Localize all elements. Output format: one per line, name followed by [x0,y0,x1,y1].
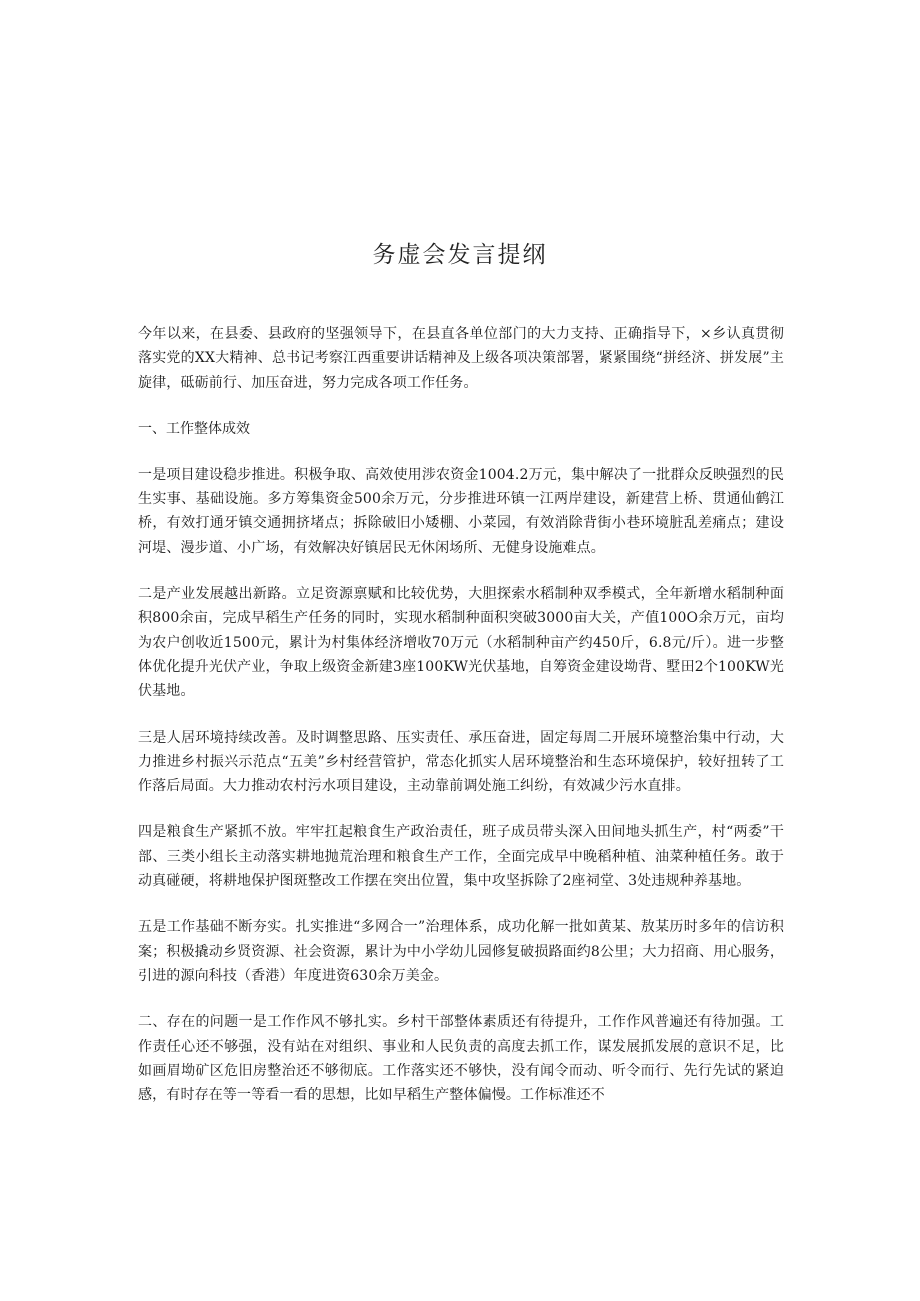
document-body [138,322,784,1107]
paragraph-project-construction: 一是项目建设稳步推进。积极争取、高效使用涉农资金1004.2万元，集中解决了一批群众反映强烈的民生实事、基础设施。多方筹集资金500余万元，分步推进环镇一江两岸建设，新建营上桥、贯通仙鹤江桥，有效打通牙镇交通拥挤堵点；拆除破旧小矮棚、小菜园，有效消除背街小巷环境脏乱差痛点；建设河堤、漫步道、小广场，有效解决好镇居民无休闲场所、无健身设施难点。 [138,466,784,556]
intro-paragraph: 今年以来，在县委、县政府的坚强领导下，在县直各单位部门的大力支持、正确指导下，×乡认真贯彻落实党的XX大精神、总书记考察江西重要讲话精神及上级各项决策部署，紧紧围绕“拼经济、拼发展”主旋律，砥砺前行、加压奋进，努力完成各项工作任务。 [138,326,784,391]
paragraph-living-environment: 三是人居环境持续改善。及时调整思路、压实责任、承压奋进，固定每周二开展环境整治集中行动，大力推进乡村振兴示范点“五美”乡村经营管护，常态化抓实人居环境整治和生态环境保护，较好扭转了工作落后局面。大力推动农村污水项目建设，主动靠前调处施工纠纷，有效减少污水直排。 [138,729,784,795]
paragraph-work-foundation: 五是工作基础不断夯实。扎实推进“多网合一”治理体系，成功化解一批如黄某、敖某历时多年的信访积案；积极撬动乡贤资源、社会资源，累计为中小学幼儿园修复破损路面约8公里；大力招商、用心服务，引进的源向科技（香港）年度进资630余万美金。 [138,919,784,984]
paragraph-industry-development: 二是产业发展越出新路。立足资源禀赋和比较优势，大胆探索水稻制种双季模式，全年新增水稻制种面积800余亩，完成早稻生产任务的同时，实现水稻制种面积突破3000亩大关，产值100O余万元，亩均为农户创收近1500元，累计为村集体经济增收70万元（水稻制种亩产约450斤，6.8元/斤）。进一步整体优化提升光伏产业，争取上级资金新建3座100KW光伏基地，自筹资金建设坳背、墅田2个100KW光伏基地。 [138,586,784,700]
section-heading-achievements: 一、工作整体成效 [138,420,250,437]
document-title: 务虚会发言提纲 [372,242,548,268]
paragraph-grain-production: 四是粮食生产紧抓不放。牢牢扛起粮食生产政治责任，班子成员带头深入田间地头抓生产，村“两委”干部、三类小组长主动落实耕地抛荒治理和粮食生产工作，全面完成早中晚稻种植、油菜种植任务。敢于动真碰硬，将耕地保护图斑整改工作摆在突出位置，集中攻坚拆除了2座祠堂、3处违规种养基地。 [138,824,784,890]
paragraph-existing-problems: 二、存在的问题一是工作作风不够扎实。乡村干部整体素质还有待提升，工作作风普遍还有待加强。工作责任心还不够强，没有站在对组织、事业和人民负责的高度去抓工作，谋发展抓发展的意识不足，比如画眉坳矿区危旧房整治还不够彻底。工作落实还不够快，没有闻令而动、听令而行、先行先试的紧迫感，有时存在等一等看一看的思想，比如早稻生产整体偏慢。工作标准还不 [138,1014,784,1104]
